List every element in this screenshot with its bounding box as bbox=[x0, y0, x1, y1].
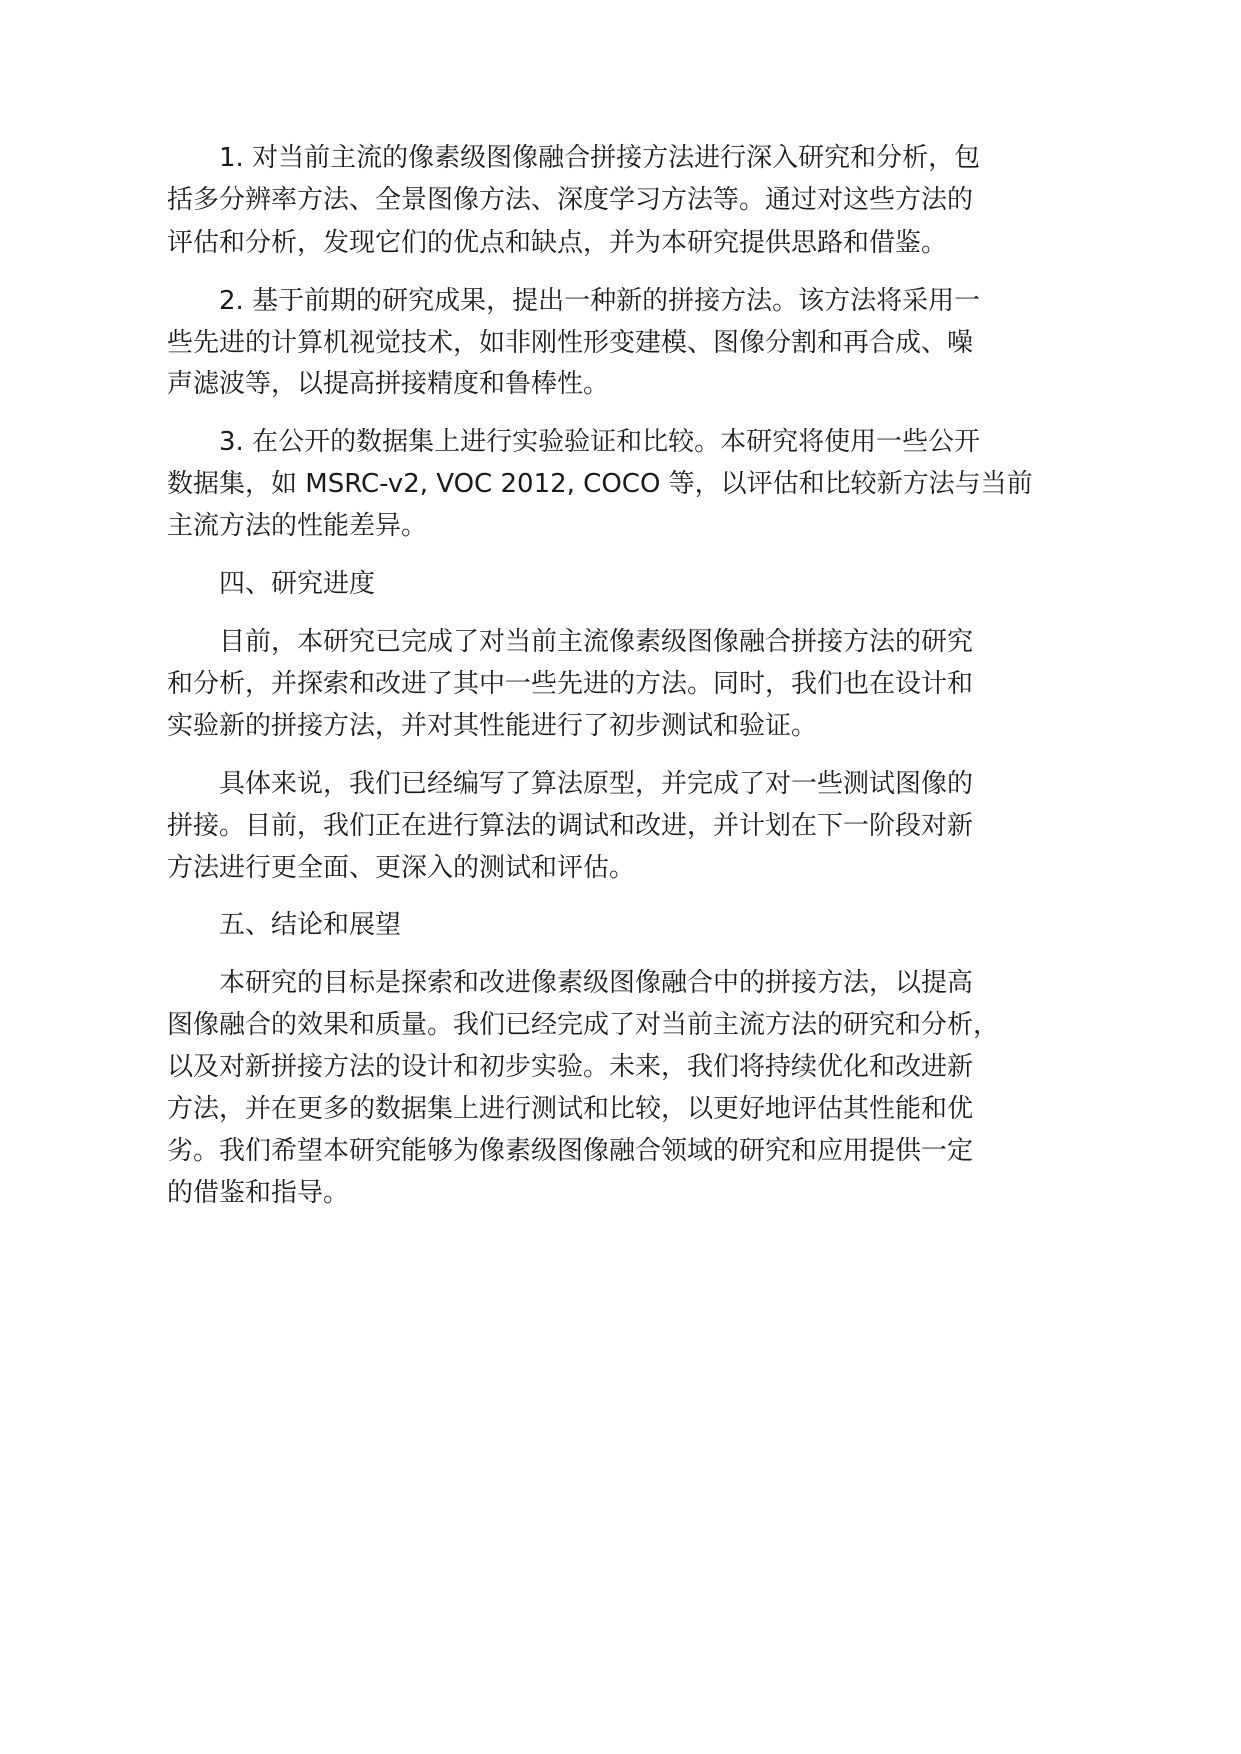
paragraph-6-line-1: 本研究的目标是探索和改进像素级图像融合中的拼接方法，以提高 bbox=[219, 968, 974, 998]
paragraph-4-line-3: 实验新的拼接方法，并对其性能进行了初步测试和验证。 bbox=[167, 711, 818, 741]
paragraph-1-line-3: 评估和分析，发现它们的优点和缺点，并为本研究提供思路和借鉴。 bbox=[167, 228, 948, 258]
paragraph-5-line-2: 拼接。目前，我们正在进行算法的调试和改进，并计划在下一阶段对新 bbox=[167, 811, 974, 841]
paragraph-6-line-2: 图像融合的效果和质量。我们已经完成了对当前主流方法的研究和分析， bbox=[167, 1010, 1000, 1040]
paragraph-4-line-2: 和分析，并探索和改进了其中一些先进的方法。同时，我们也在设计和 bbox=[167, 669, 974, 699]
paragraph-2-line-1: 2. 基于前期的研究成果，提出一种新的拼接方法。该方法将采用一 bbox=[219, 286, 981, 316]
paragraph-6-line-5: 劣。我们希望本研究能够为像素级图像融合领域的研究和应用提供一定 bbox=[167, 1136, 974, 1166]
paragraph-6-line-3: 以及对新拼接方法的设计和初步实验。未来，我们将持续优化和改进新 bbox=[167, 1052, 974, 1082]
paragraph-2-line-2: 些先进的计算机视觉技术，如非刚性形变建模、图像分割和再合成、噪 bbox=[167, 328, 974, 358]
section-heading-progress: 四、研究进度 bbox=[219, 569, 376, 599]
paragraph-2-line-3: 声滤波等，以提高拼接精度和鲁棒性。 bbox=[167, 369, 610, 399]
paragraph-3-line-1: 3. 在公开的数据集上进行实验验证和比较。本研究将使用一些公开 bbox=[219, 427, 981, 457]
section-heading-conclusion: 五、结论和展望 bbox=[219, 910, 402, 940]
paragraph-4-line-1: 目前，本研究已完成了对当前主流像素级图像融合拼接方法的研究 bbox=[219, 627, 974, 657]
paragraph-1-line-2: 括多分辨率方法、全景图像方法、深度学习方法等。通过对这些方法的 bbox=[167, 185, 974, 215]
paragraph-3-line-3: 主流方法的性能差异。 bbox=[167, 511, 428, 541]
paragraph-6-line-4: 方法，并在更多的数据集上进行测试和比较，以更好地评估其性能和优 bbox=[167, 1094, 974, 1124]
paragraph-5-line-1: 具体来说，我们已经编写了算法原型，并完成了对一些测试图像的 bbox=[219, 769, 974, 799]
paragraph-5-line-3: 方法进行更全面、更深入的测试和评估。 bbox=[167, 853, 636, 883]
paragraph-6-line-6: 的借鉴和指导。 bbox=[167, 1178, 350, 1208]
paragraph-1-line-1: 1. 对当前主流的像素级图像融合拼接方法进行深入研究和分析，包 bbox=[219, 143, 981, 173]
paragraph-3-line-2: 数据集，如 MSRC-v2, VOC 2012, COCO 等，以评估和比较新方法与当前 bbox=[167, 469, 1033, 499]
